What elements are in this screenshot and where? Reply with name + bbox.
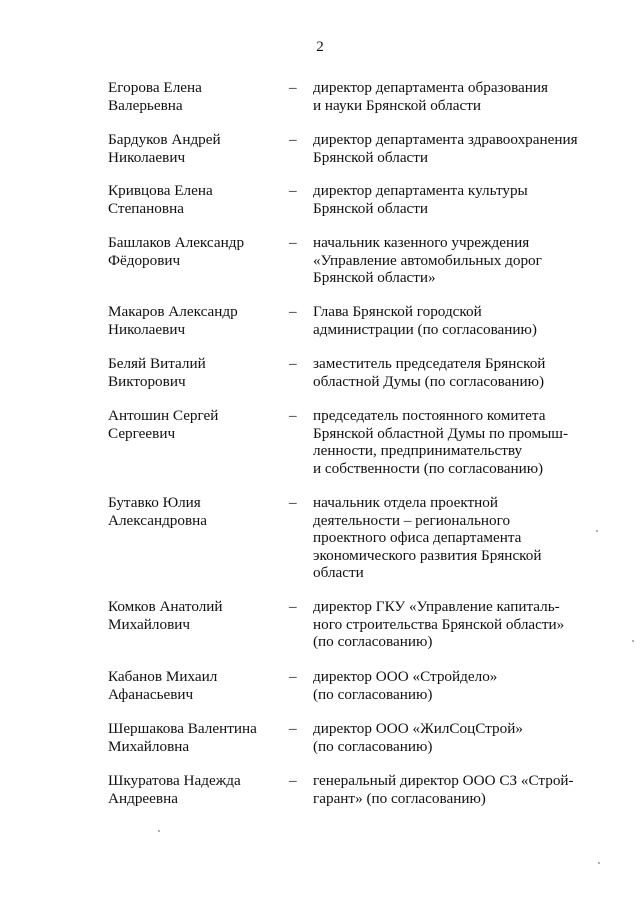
member-name-line: Александровна [108,511,208,529]
member-position-line: директор ООО «Стройдело» [313,668,498,685]
member-position [313,494,613,582]
member-position-line: директор департамента здравоохранения [313,131,578,148]
member-name-line: Антошин Сергей [108,407,219,424]
member-name-line: Макаров Александр [108,303,238,320]
dash-separator: – [289,772,297,789]
member-position-line: (по согласованию) [313,633,433,651]
member-position-line: (по согласованию) [313,685,433,703]
scan-speck [596,530,598,532]
scan-speck [158,830,160,832]
dash-separator: – [289,234,297,251]
member-position [313,79,613,114]
member-position-line: заместитель председателя Брянской [313,355,546,372]
dash-separator: – [289,668,297,685]
member-position-line: Брянской области» [313,269,436,287]
dash-separator: – [289,182,297,199]
member-name-line: Шершакова Валентина [108,720,257,737]
member-position [313,772,613,807]
dash-separator: – [289,407,297,424]
member-position [313,234,613,287]
dash-separator: – [289,303,297,320]
member-name [108,303,278,338]
member-name-line: Башлаков Александр [108,234,245,251]
member-name-line: Фёдорович [108,251,181,269]
member-name [108,407,278,442]
member-name-line: Андреевна [108,789,178,807]
member-position [313,182,613,217]
member-position-line: проектного офиса департамента [313,529,522,547]
member-name [108,494,278,529]
member-position-line: генеральный директор ООО СЗ «Строй- [313,772,574,789]
member-name [108,720,278,755]
member-name-line: Степановна [108,199,184,217]
member-name [108,79,278,114]
member-position [313,598,613,651]
member-position [313,720,613,755]
member-position [313,355,613,390]
page-number: 2 [316,39,324,55]
member-position-line: администрации (по согласованию) [313,320,537,338]
member-name-line: Егорова Елена [108,79,202,96]
member-name-line: Шкуратова Надежда [108,772,241,789]
member-name-line: Михайлович [108,615,191,633]
member-name-line: Сергеевич [108,424,176,442]
member-name [108,182,278,217]
member-position [313,131,613,166]
member-position-line: директор департамента культуры [313,182,528,199]
member-position-line: Брянской области [313,148,429,166]
dash-separator: – [289,131,297,148]
member-name-line: Бутавко Юлия [108,494,201,511]
member-position-line: «Управление автомобильных дорог [313,251,542,269]
member-name [108,234,278,269]
member-position-line: ного строительства Брянской области» [313,615,565,633]
member-position-line: председатель постоянного комитета [313,407,546,424]
dash-separator: – [289,720,297,737]
member-name-line: Кабанов Михаил [108,668,218,685]
member-name-line: Кривцова Елена [108,182,213,199]
member-position-line: начальник казенного учреждения [313,234,530,251]
dash-separator: – [289,79,297,96]
member-position-line: и науки Брянской области [313,96,481,114]
member-position-line: экономического развития Брянской [313,546,542,564]
member-position-line: области [313,564,364,582]
member-position-line: начальник отдела проектной [313,494,499,511]
member-name-line: Викторович [108,372,186,390]
dash-separator: – [289,598,297,615]
member-name-line: Михайловна [108,737,190,755]
member-position-line: гарант» (по согласованию) [313,789,486,807]
member-position [313,668,613,703]
member-name [108,598,278,633]
member-position-line: директор департамента образования [313,79,549,96]
member-name [108,131,278,166]
member-position-line: и собственности (по согласованию) [313,459,544,477]
member-position-line: Брянской областной Думы по промыш- [313,424,569,442]
scan-speck [632,640,634,642]
member-name-line: Николаевич [108,320,186,338]
member-position-line: ленности, предпринимательству [313,442,523,460]
member-name [108,772,278,807]
member-position [313,407,613,477]
member-name [108,668,278,703]
member-position-line: директор ГКУ «Управление капиталь- [313,598,560,615]
member-position-line: деятельности – регионального [313,511,511,529]
member-position-line: (по согласованию) [313,737,433,755]
member-position-line: областной Думы (по согласованию) [313,372,545,390]
member-name-line: Беляй Виталий [108,355,206,372]
member-position [313,303,613,338]
member-position-line: Глава Брянской городской [313,303,482,320]
dash-separator: – [289,494,297,511]
member-name-line: Валерьевна [108,96,183,114]
member-name-line: Афанасьевич [108,685,194,703]
member-position-line: Брянской области [313,199,429,217]
member-position-line: директор ООО «ЖилСоцСтрой» [313,720,523,737]
member-name-line: Комков Анатолий [108,598,223,615]
dash-separator: – [289,355,297,372]
member-name [108,355,278,390]
member-name-line: Бардуков Андрей [108,131,221,148]
member-name-line: Николаевич [108,148,186,166]
scan-speck [598,862,600,864]
